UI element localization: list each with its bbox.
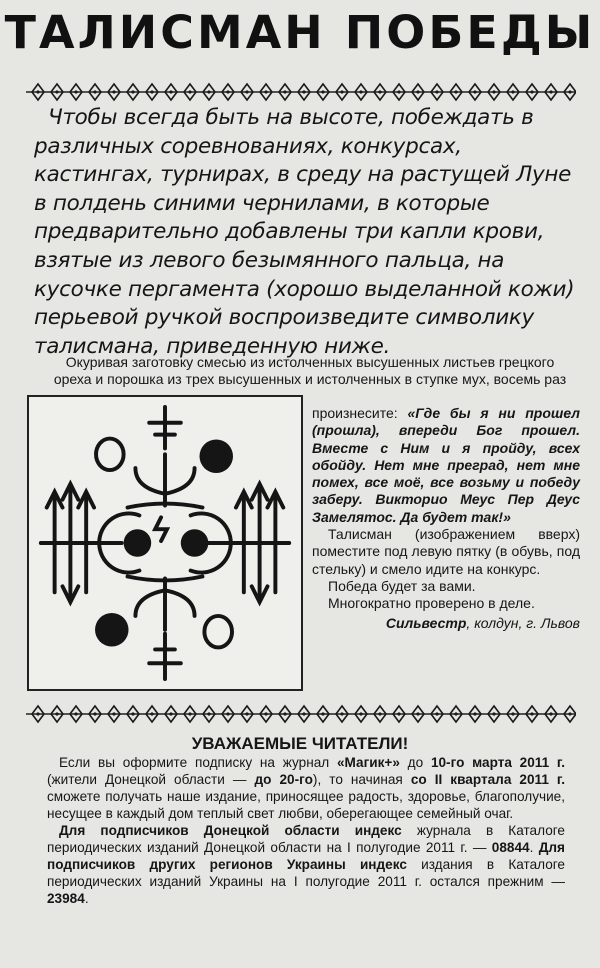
top-ornament-divider — [26, 82, 576, 102]
notice-text: журнала в Каталоге периодических изданий Донецкой области на I полугодие 2011 г. — — [47, 823, 565, 855]
ornament-dot — [112, 90, 115, 93]
ornament-dot — [397, 90, 400, 93]
ornament-dot — [549, 712, 552, 715]
ornament-dot — [264, 712, 267, 715]
article-title: ТАЛИСМАН ПОБЕДЫ — [4, 6, 596, 59]
intro-paragraph: Окуривая заготовку смесью из истолченных высушенных листьев грецкого ореха и порошка из трех высушенных и истолченных в ступке мух, восемь раз — [53, 354, 567, 387]
notice-text: до — [399, 755, 431, 770]
instruction-text: Талисман (изображением вверх) поместите под левую пятку (в обувь, под стельку) и смело идите на конкурс. — [312, 526, 580, 577]
ornament-dot — [302, 712, 305, 715]
ornament-dot — [416, 712, 419, 715]
ornament-dot — [435, 90, 438, 93]
ornament-dot — [112, 712, 115, 715]
ornament-dot — [359, 90, 362, 93]
spell-block — [312, 405, 580, 526]
ornament-dot — [283, 90, 286, 93]
notice-text: Если вы оформите подписку на журнал — [59, 755, 337, 770]
ornament-dot — [131, 712, 134, 715]
ornament-dot — [150, 90, 153, 93]
ornament-dot — [492, 712, 495, 715]
notice-paragraph-1 — [47, 754, 565, 822]
ornament-dot — [93, 90, 96, 93]
ornament-dot — [188, 712, 191, 715]
ornament-dot — [302, 90, 305, 93]
ornament-dot — [93, 712, 96, 715]
notice-heading: УВАЖАЕМЫЕ ЧИТАТЕЛИ! — [191, 734, 409, 753]
ornament-dot — [283, 712, 286, 715]
deadline-date: 10-го марта 2011 г. — [430, 755, 566, 770]
notice-text: сможете получать наше издание, приносящее радость, здоровье, благополучие, несущее в каждый дом теплый свет любви, оберегающее семейный очаг. — [47, 789, 565, 821]
ornament-dot — [226, 90, 229, 93]
ornament-dot — [207, 712, 210, 715]
ornament-cells — [32, 706, 576, 722]
ornament-dot — [169, 90, 172, 93]
ornament-dot — [188, 90, 191, 93]
verified-text: Многократно проверено в деле. — [328, 595, 535, 612]
notice-text: . — [84, 891, 89, 906]
ornament-dot — [530, 712, 533, 715]
ornament-dot — [435, 712, 438, 715]
ornament-pattern-icon — [26, 82, 576, 102]
bottom-ornament-divider — [26, 704, 576, 724]
ornament-dot — [169, 712, 172, 715]
ornament-dot — [416, 90, 419, 93]
donetsk-index-value: 08844 — [491, 840, 530, 855]
talisman-icon — [29, 397, 301, 689]
ornament-dot — [131, 90, 134, 93]
ornament-dot — [511, 712, 514, 715]
notice-text: издания в Каталоге периодических изданий Украины на I полугодие 2011 г. остался прежним — — [47, 857, 565, 889]
ornament-dot — [340, 712, 343, 715]
ornament-cells — [32, 84, 576, 100]
victory-text: Победа будет за вами. — [328, 577, 476, 594]
ornament-dot — [55, 712, 58, 715]
author-signature — [312, 615, 580, 632]
notice-text: . — [529, 840, 539, 855]
ornament-dot — [454, 90, 457, 93]
ornament-dot — [36, 90, 39, 93]
spell-text: «Где бы я ни прошел (прошла), впереди Бог прошел. Вместе с Ним и я пройду, всех обойду. Нет мне преград, нет мне помех, все моё, все возьму и победу заберу. Викторио Меус Пер Деус Замелятос. Да будет так!» — [312, 405, 580, 525]
lead-paragraph: Чтобы всегда быть на высоте, побеждать в различных соревнованиях, конкурсах, кастингах, турнирах, в среду на растущей Луне в полдень синими чернилами, в которые предварительно добавлены три капли крови, взятые из левого безымянного пальца, на кусочке пергамента (хорошо выделанной кожи) перьевой ручкой воспроизведите символику талисмана, приведенную ниже. — [34, 105, 575, 359]
spell-lead-text: произнесите: — [312, 405, 398, 421]
notice-text: (жители Донецкой области — — [47, 772, 255, 787]
ornament-dot — [36, 712, 39, 715]
ornament-dot — [473, 712, 476, 715]
ornament-dot — [568, 90, 571, 93]
author-info: , колдун, г. Львов — [466, 614, 580, 631]
subscription-notice — [47, 754, 565, 907]
magazine-name: «Магик+» — [336, 755, 400, 770]
author-name: Сильвестр — [385, 614, 467, 631]
notice-paragraph-2 — [47, 822, 565, 907]
ornament-pattern-icon — [26, 704, 576, 724]
ornament-dot — [454, 712, 457, 715]
ornament-dot — [473, 90, 476, 93]
ukraine-index-label: Для подписчиков других регионов Украины индекс — [47, 840, 565, 872]
notice-text: ), то начиная — [312, 772, 411, 787]
ornament-dot — [397, 712, 400, 715]
ornament-dot — [207, 90, 210, 93]
ukraine-index-value: 23984 — [47, 891, 85, 906]
ornament-dot — [321, 712, 324, 715]
ornament-dot — [549, 90, 552, 93]
ornament-dot — [511, 90, 514, 93]
ornament-dot — [321, 90, 324, 93]
ornament-dot — [245, 712, 248, 715]
ornament-dot — [245, 90, 248, 93]
ornament-dot — [359, 712, 362, 715]
deadline-donetsk: до 20-го — [254, 772, 313, 787]
ornament-dot — [378, 90, 381, 93]
ornament-dot — [492, 90, 495, 93]
ornament-dot — [226, 712, 229, 715]
ornament-dot — [264, 90, 267, 93]
ornament-dot — [150, 712, 153, 715]
ornament-dot — [340, 90, 343, 93]
ornament-dot — [55, 90, 58, 93]
ornament-dot — [74, 712, 77, 715]
ornament-dot — [530, 90, 533, 93]
donetsk-index-label: Для подписчиков Донецкой области индекс — [59, 823, 402, 838]
ornament-dot — [378, 712, 381, 715]
ornament-dot — [74, 90, 77, 93]
right-column — [312, 405, 580, 632]
quarter-start: со II квартала 2011 г. — [410, 772, 566, 787]
ornament-dot — [568, 712, 571, 715]
talisman-symbol-image — [27, 395, 303, 691]
